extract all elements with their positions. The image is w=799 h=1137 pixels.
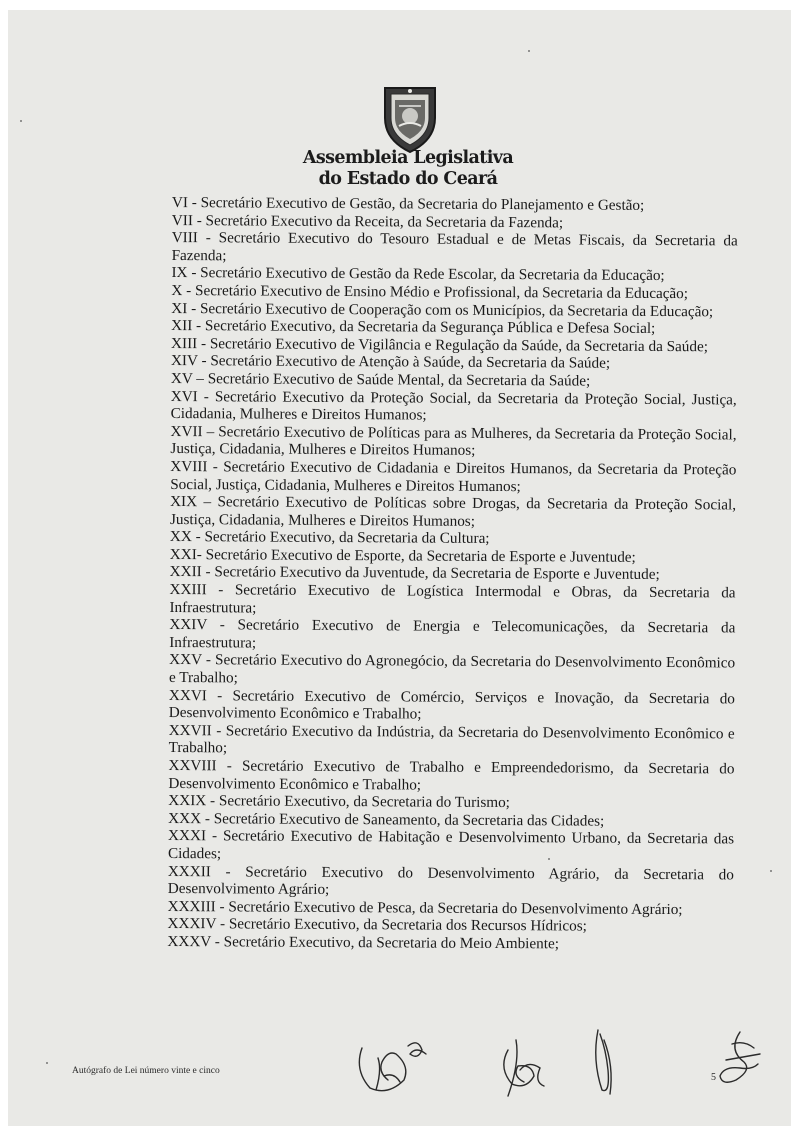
list-item: XX - Secretário Executivo, da Secretaria da Cultura;: [169, 528, 490, 548]
list-item: XI - Secretário Executivo de Cooperação com os Municípios, da Secretaria da Educação;: [171, 299, 714, 320]
list-item: XXXV - Secretário Executivo, da Secretaria do Meio Ambiente;: [167, 932, 559, 953]
list-item: VIII - Secretário Executivo do Tesouro Estadual e de Metas Fiscais, da Secretaria da Fazenda;: [171, 229, 738, 265]
paper-speck: [770, 870, 772, 872]
list-item: XXXI - Secretário Executivo de Habitação e Desenvolvimento Urbano, da Secretaria das Cidades;: [167, 827, 735, 863]
header-line-2: do Estado do Ceará: [318, 169, 498, 189]
list-item: XVIII - Secretário Executivo de Cidadania e Direitos Humanos, da Secretaria da Proteção Social, Justiça, Cidadania, Mulheres e Direitos Humanos;: [170, 457, 737, 495]
list-item: XXXIII - Secretário Executivo de Pesca, da Secretaria do Desenvolvimento Agrário;: [167, 897, 683, 918]
list-item: XXVI - Secretário Executivo de Comércio, Serviços e Inovação, da Secretaria do Desenvolvimento Econômico e Trabalho;: [168, 686, 735, 723]
list-item: X - Secretário Executivo de Ensino Médio e Profissional, da Secretaria da Educação;: [171, 281, 689, 303]
list-item: XIX – Secretário Executivo de Políticas sobre Drogas, da Secretaria da Proteção Social, Justiça, Cidadania, Mulheres e Direitos Humanos;: [169, 493, 737, 530]
list-item: XXXII - Secretário Executivo do Desenvolvimento Agrário, da Secretaria do Desenvolvimento Agrário;: [167, 862, 734, 899]
list-item: XVII – Secretário Executivo de Políticas para as Mulheres, da Secretaria da Proteção Social, Justiça, Cidadania, Mulheres e Direitos Humanos;: [170, 422, 737, 460]
list-item: XXVIII - Secretário Executivo de Trabalho e Empreendedorismo, da Secretaria do Desenvolvimento Econômico e Trabalho;: [168, 756, 735, 794]
document-header: [258, 148, 558, 190]
list-item: XXIX - Secretário Executivo, da Secretaria do Turismo;: [168, 792, 510, 812]
list-item: XXX - Secretário Executivo de Saneamento, da Secretaria das Cidades;: [168, 809, 605, 830]
list-item: XII - Secretário Executivo, da Secretaria da Segurança Pública e Defesa Social;: [171, 317, 656, 338]
list-item: IX - Secretário Executivo de Gestão da Rede Escolar, da Secretaria da Educação;: [171, 264, 665, 285]
list-item: VII - Secretário Executivo da Receita, da Secretaria da Fazenda;: [171, 211, 564, 231]
paper-speck: [20, 120, 22, 122]
footer-note: Autógrafo de Lei número vinte e cinco: [72, 1066, 220, 1076]
list-item: XXI- Secretário Executivo de Esporte, da Secretaria de Esporte e Juventude;: [169, 545, 636, 566]
paper-speck: [46, 1062, 48, 1064]
list-item: VI - Secretário Executivo de Gestão, da Secretaria do Planejamento e Gestão;: [171, 194, 645, 214]
list-item: XXIII - Secretário Executivo de Logística Intermodal e Obras, da Secretaria da Infraestrutura;: [169, 581, 736, 617]
paper-speck: [528, 50, 530, 52]
paper-speck: [548, 858, 550, 860]
list-item: XV – Secretário Executivo de Saúde Mental, da Secretaria da Saúde;: [170, 369, 591, 390]
list-item: XVI - Secretário Executivo da Proteção Social, da Secretaria da Proteção Social, Justiça, Cidadania, Mulheres e Direitos Humanos;: [170, 387, 737, 424]
page-number: 5: [711, 1072, 716, 1083]
list-item: XIII - Secretário Executivo de Vigilância e Regulação da Saúde, da Secretaria da Saúde;: [171, 334, 709, 356]
list-item: XXV - Secretário Executivo do Agronegócio, da Secretaria do Desenvolvimento Econômico e Trabalho;: [168, 651, 736, 687]
list-item: XXXIV - Secretário Executivo, da Secretaria dos Recursos Hídricos;: [167, 915, 587, 935]
list-item: XXVII - Secretário Executivo da Indústria, da Secretaria do Desenvolvimento Econômico e Trabalho;: [168, 721, 735, 757]
state-seal-icon: [379, 82, 441, 156]
document-body: [167, 194, 738, 954]
list-item: XXIV - Secretário Executivo de Energia e Telecomunicações, da Secretaria da Infraestrutura;: [169, 616, 736, 652]
list-item: XIV - Secretário Executivo de Atenção à Saúde, da Secretaria da Saúde;: [170, 352, 611, 373]
handwritten-signatures: [348, 1010, 768, 1100]
list-item: XXII - Secretário Executivo da Juventude, da Secretaria de Esporte e Juventude;: [169, 563, 660, 584]
header-line-1: Assembleia Legislativa: [302, 148, 514, 168]
document-page: [8, 10, 791, 1126]
